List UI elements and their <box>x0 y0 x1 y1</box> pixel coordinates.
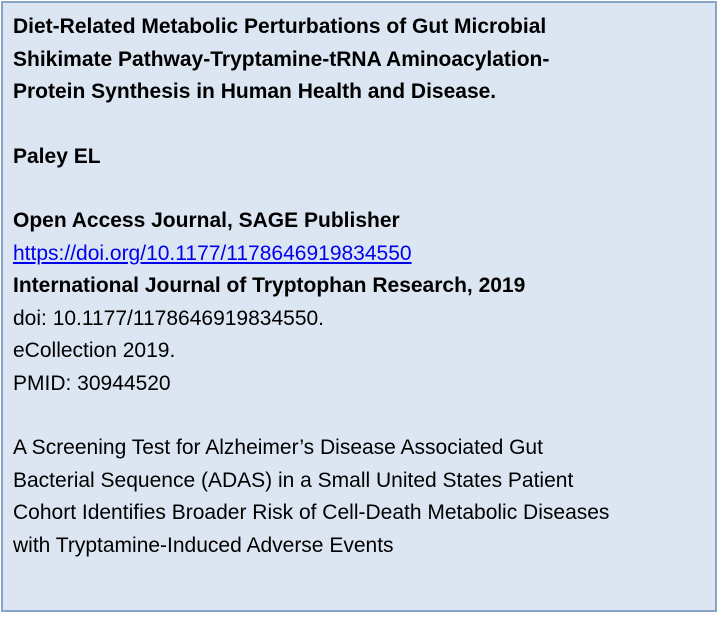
title-line: Diet-Related Metabolic Perturbations of Gut Microbial <box>13 15 547 38</box>
related-title-line: with Tryptamine-Induced Adverse Events <box>13 533 394 557</box>
citation-card <box>1 1 717 612</box>
paper-title <box>13 11 715 109</box>
doi-link[interactable]: https://doi.org/10.1177/1178646919834550 <box>13 241 412 265</box>
author-name: Paley EL <box>13 144 101 168</box>
related-title-line: A Screening Test for Alzheimer’s Disease Associated Gut <box>13 436 543 459</box>
related-title-line: Bacterial Sequence (ADAS) in a Small United States Patient <box>13 468 574 492</box>
journal-line: International Journal of Tryptophan Research, 2019 <box>13 274 526 297</box>
related-title-line: Cohort Identifies Broader Risk of Cell-Death Metabolic Diseases <box>13 501 610 524</box>
publisher-line: Open Access Journal, SAGE Publisher <box>13 209 400 232</box>
title-line: Shikimate Pathway-Tryptamine-tRNA Aminoacylation- <box>13 47 550 71</box>
pmid-text: PMID: 30944520 <box>13 371 171 395</box>
ecollection-text: eCollection 2019. <box>13 339 176 362</box>
publication-info <box>13 205 715 400</box>
doi-text: doi: 10.1177/1178646919834550. <box>13 306 325 330</box>
title-line: Protein Synthesis in Human Health and Disease. <box>13 80 497 103</box>
related-paper-title <box>13 432 715 562</box>
